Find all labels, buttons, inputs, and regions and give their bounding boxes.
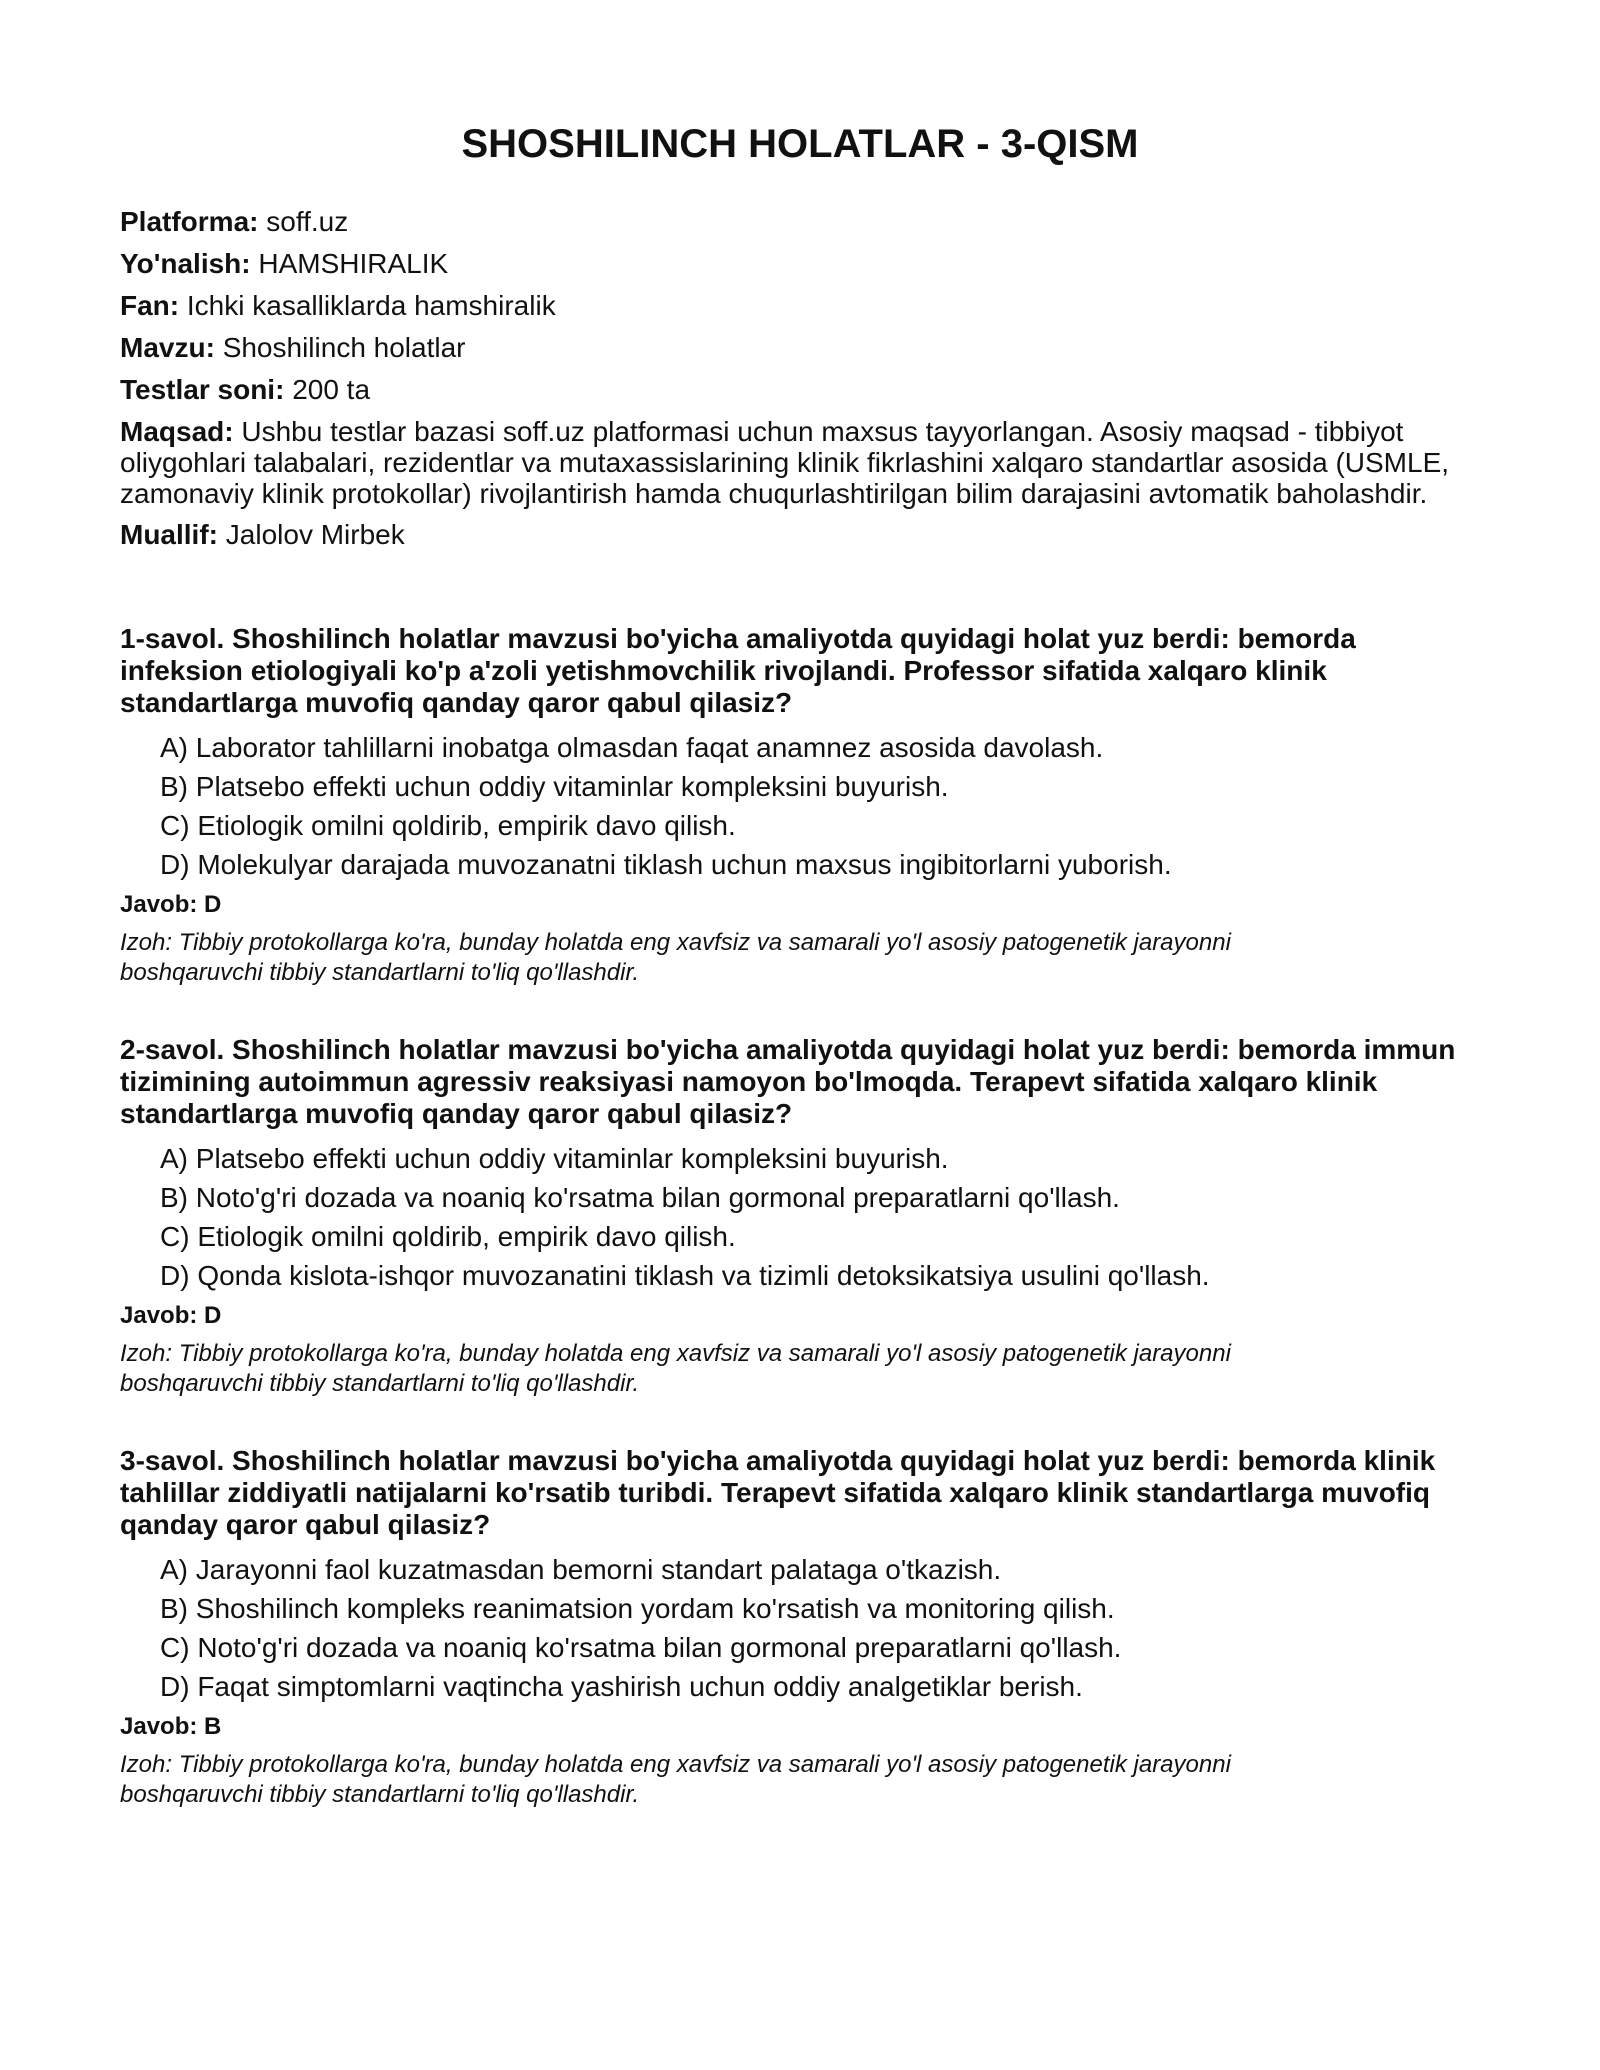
question-3 [120, 1445, 1480, 1810]
explanation-text: Izoh: Tibbiy protokollarga ko'ra, bunday holatda eng xavfsiz va samarali yo'l asosiy patogenetik jarayonni boshqaruvchi tibbiy standartlarni to'liq qo'llashdir. [120, 1751, 1231, 1808]
answer-options [160, 1555, 1480, 1702]
meta-yonalish [120, 248, 1480, 280]
meta-value: Ichki kasalliklarda hamshiralik [186, 290, 556, 321]
meta-key: Maqsad: [120, 416, 234, 447]
meta-value: HAMSHIRALIK [258, 248, 449, 279]
meta-platforma [120, 206, 1480, 238]
answer-label: Javob: D [120, 1302, 222, 1329]
option-a: A) Jarayonni faol kuzatmasdan bemorni standart palataga o'tkazish. [160, 1554, 1002, 1585]
option-c: C) Etiologik omilni qoldirib, empirik davo qilish. [160, 810, 736, 841]
option-c: C) Etiologik omilni qoldirib, empirik davo qilish. [160, 1221, 736, 1252]
answer-label: Javob: D [120, 891, 222, 918]
meta-key: Yo'nalish: [120, 248, 251, 279]
meta-value: 200 ta [292, 374, 371, 405]
meta-value: Ushbu testlar bazasi soff.uz platformasi uchun maxsus tayyorlangan. Asosiy maqsad - tibbiyot oliygohlari talabalari, rezidentlar va mutaxassislarining klinik fikrlashini xalqaro standartlar asosida (USMLE, zamonaviy klinik protokollar) rivojlantirish hamda chuqurlashtirilgan bilim darajasini avtomatik baholashdir. [120, 416, 1450, 509]
document-meta [120, 206, 1480, 551]
question-list [120, 623, 1480, 1810]
question-text: 2-savol. Shoshilinch holatlar mavzusi bo'yicha amaliyotda quyidagi holat yuz berdi: bemorda immun tizimining autoimmun agressiv reaksiyasi namoyon bo'lmoqda. Terapevt sifatida xalqaro klinik standartlarga muvofiq qanday qaror qabul qilasiz? [120, 1034, 1456, 1129]
explanation-text: Izoh: Tibbiy protokollarga ko'ra, bunday holatda eng xavfsiz va samarali yo'l asosiy patogenetik jarayonni boshqaruvchi tibbiy standartlarni to'liq qo'llashdir. [120, 1340, 1231, 1397]
meta-value: soff.uz [266, 206, 349, 237]
explanation-text: Izoh: Tibbiy protokollarga ko'ra, bunday holatda eng xavfsiz va samarali yo'l asosiy patogenetik jarayonni boshqaruvchi tibbiy standartlarni to'liq qo'llashdir. [120, 929, 1231, 986]
meta-key: Platforma: [120, 206, 259, 237]
answer-options [160, 1144, 1480, 1291]
option-a: A) Laborator tahlillarni inobatga olmasdan faqat anamnez asosida davolash. [160, 732, 1104, 763]
option-a: A) Platsebo effekti uchun oddiy vitaminlar kompleksini buyurish. [160, 1143, 949, 1174]
option-b: B) Platsebo effekti uchun oddiy vitaminlar kompleksini buyurish. [160, 771, 949, 802]
meta-testlar-soni [120, 374, 1480, 406]
document-title: SHOSHILINCH HOLATLAR - 3-QISM [461, 122, 1139, 166]
option-b: B) Noto'g'ri dozada va noaniq ko'rsatma bilan gormonal preparatlarni qo'llash. [160, 1182, 1120, 1213]
question-text: 1-savol. Shoshilinch holatlar mavzusi bo'yicha amaliyotda quyidagi holat yuz berdi: bemorda infeksion etiologiyali ko'p a'zoli yetishmovchilik rivojlandi. Professor sifatida xalqaro klinik standartlarga muvofiq qanday qaror qabul qilasiz? [120, 623, 1356, 718]
option-b: B) Shoshilinch kompleks reanimatsion yordam ko'rsatish va monitoring qilish. [160, 1593, 1115, 1624]
option-d: D) Faqat simptomlarni vaqtincha yashirish uchun oddiy analgetiklar berish. [160, 1671, 1083, 1702]
question-2 [120, 1034, 1480, 1399]
question-1 [120, 623, 1480, 988]
meta-value: Jalolov Mirbek [225, 519, 405, 550]
meta-key: Testlar soni: [120, 374, 285, 405]
meta-fan [120, 290, 1480, 322]
answer-options [160, 733, 1480, 880]
meta-key: Fan: [120, 290, 180, 321]
option-d: D) Qonda kislota-ishqor muvozanatini tiklash va tizimli detoksikatsiya usulini qo'llash. [160, 1260, 1210, 1291]
document-page [120, 118, 1480, 1856]
meta-mavzu [120, 332, 1480, 364]
meta-key: Mavzu: [120, 332, 215, 363]
option-d: D) Molekulyar darajada muvozanatni tiklash uchun maxsus ingibitorlarni yuborish. [160, 849, 1172, 880]
option-c: C) Noto'g'ri dozada va noaniq ko'rsatma bilan gormonal preparatlarni qo'llash. [160, 1632, 1122, 1663]
meta-value: Shoshilinch holatlar [222, 332, 466, 363]
meta-maqsad [120, 416, 1480, 509]
question-text: 3-savol. Shoshilinch holatlar mavzusi bo'yicha amaliyotda quyidagi holat yuz berdi: bemorda klinik tahlillar ziddiyatli natijalarni ko'rsatib turibdi. Terapevt sifatida xalqaro klinik standartlarga muvofiq qanday qaror qabul qilasiz? [120, 1445, 1436, 1540]
answer-label: Javob: B [120, 1713, 222, 1740]
meta-key: Muallif: [120, 519, 218, 550]
meta-muallif [120, 519, 1480, 551]
